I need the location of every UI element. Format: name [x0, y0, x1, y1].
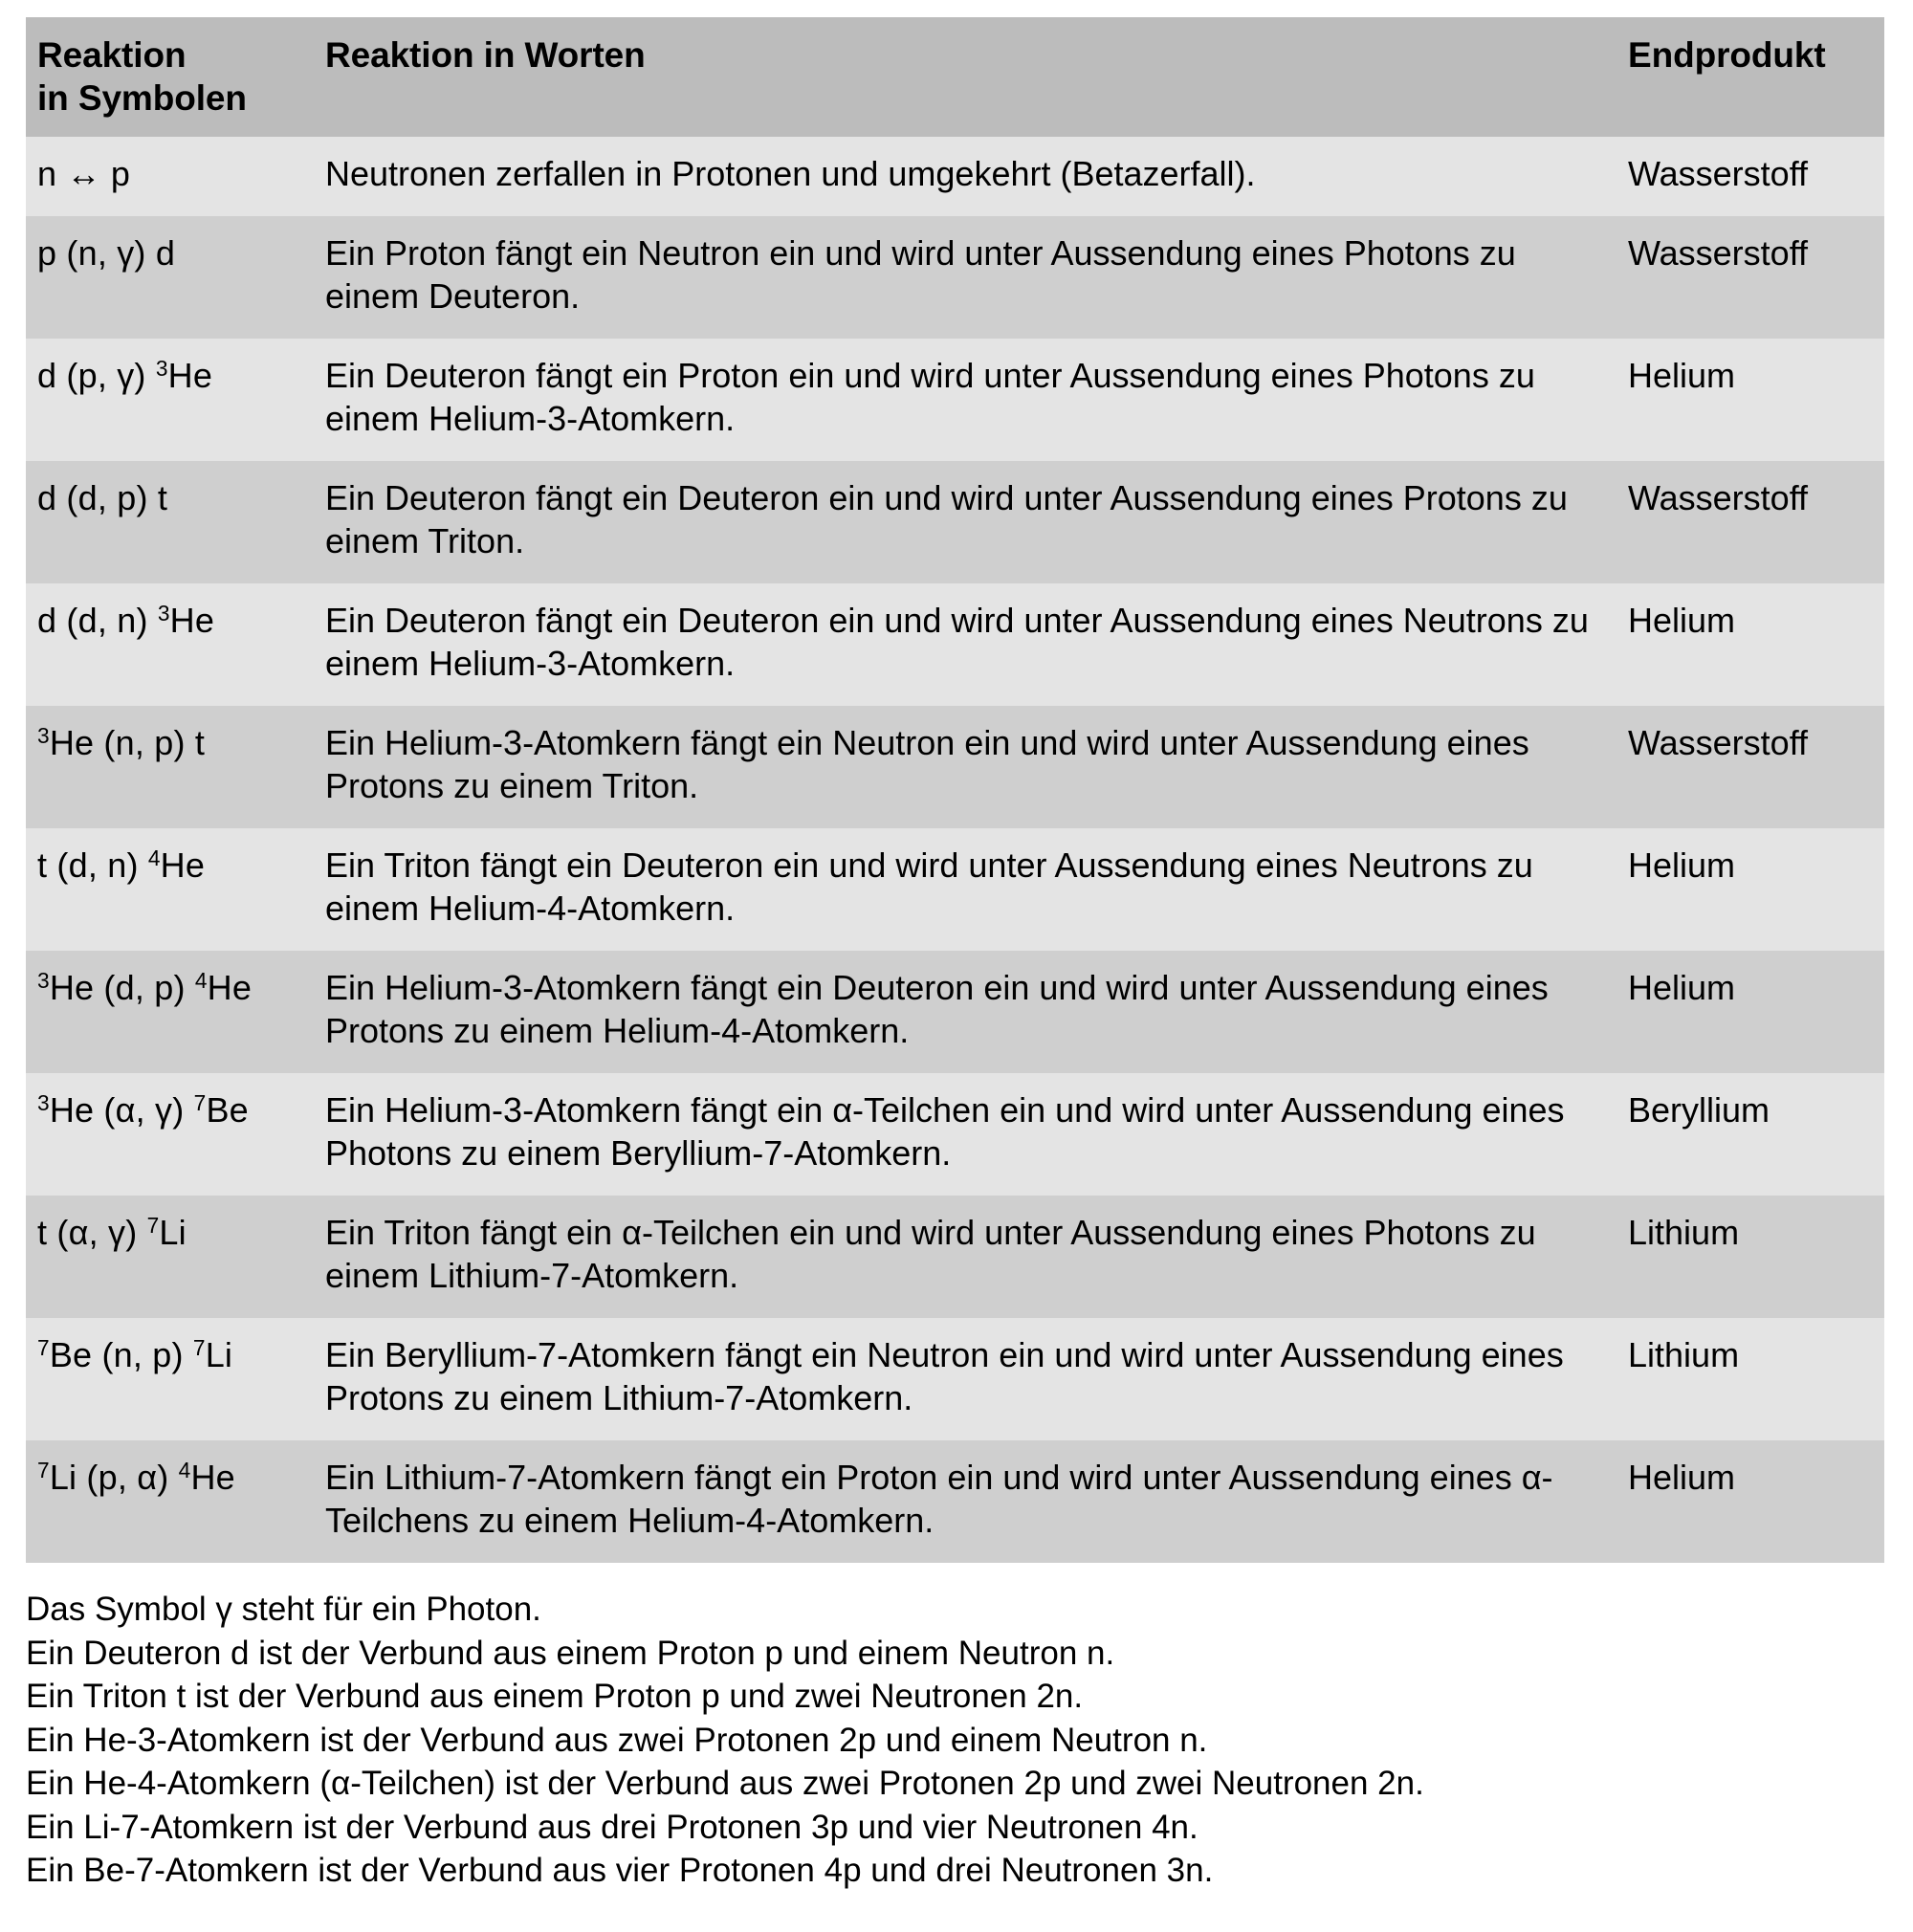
cell-reaction-words: Neutronen zerfallen in Protonen und umgekehrt (Betazerfall).: [318, 137, 1618, 216]
table-row: [26, 216, 1884, 339]
cell-end-product: Helium: [1618, 828, 1884, 951]
cell-reaction-words: Ein Deuteron fängt ein Deuteron ein und wird unter Aussendung eines Neutrons zu einem Helium-3-Atomkern.: [318, 583, 1618, 706]
cell-reaction-symbols: $^3$He (d, p) $^4$He: [26, 951, 318, 1073]
table-row: [26, 339, 1884, 461]
column-header-symbols: [26, 17, 318, 137]
cell-reaction-symbols: t (α, γ) $^7$Li: [26, 1196, 318, 1318]
column-header-symbols-line1: Reaktion: [37, 35, 187, 75]
cell-reaction-symbols: $^7$Be (n, p) $^7$Li: [26, 1318, 318, 1440]
footnote-line: Das Symbol γ steht für ein Photon.: [26, 1591, 541, 1629]
table-body: [26, 137, 1884, 1563]
footnotes-block: [26, 1588, 1884, 1893]
cell-reaction-words: Ein Deuteron fängt ein Proton ein und wird unter Aussendung eines Photons zu einem Helium-3-Atomkern.: [318, 339, 1618, 461]
cell-reaction-words: Ein Helium-3-Atomkern fängt ein Neutron ein und wird unter Aussendung eines Protons zu einem Triton.: [318, 706, 1618, 828]
footnote-line: Ein Be-7-Atomkern ist der Verbund aus vier Protonen 4p und drei Neutronen 3n.: [26, 1852, 1214, 1890]
footnote-line: Ein Triton t ist der Verbund aus einem Proton p und zwei Neutronen 2n.: [26, 1678, 1084, 1716]
cell-reaction-symbols: n ↔ p: [26, 137, 318, 216]
cell-reaction-symbols: d (p, γ) $^3$He: [26, 339, 318, 461]
cell-end-product: Helium: [1618, 339, 1884, 461]
cell-reaction-symbols: $^7$Li (p, α) $^4$He: [26, 1440, 318, 1563]
cell-reaction-symbols: t (d, n) $^4$He: [26, 828, 318, 951]
footnote-line: Ein He-4-Atomkern (α-Teilchen) ist der Verbund aus zwei Protonen 2p und zwei Neutronen 2n.: [26, 1765, 1424, 1803]
table-row: [26, 1196, 1884, 1318]
cell-reaction-symbols: d (d, n) $^3$He: [26, 583, 318, 706]
cell-end-product: Helium: [1618, 1440, 1884, 1563]
cell-reaction-symbols: $^3$He (α, γ) $^7$Be: [26, 1073, 318, 1196]
cell-reaction-symbols: p (n, γ) d: [26, 216, 318, 339]
reaction-table: [26, 17, 1884, 1563]
cell-end-product: Wasserstoff: [1618, 216, 1884, 339]
table-row: [26, 583, 1884, 706]
footnote-line: Ein He-3-Atomkern ist der Verbund aus zwei Protonen 2p und einem Neutron n.: [26, 1721, 1208, 1759]
cell-end-product: Lithium: [1618, 1196, 1884, 1318]
table-row: [26, 137, 1884, 216]
cell-reaction-symbols: $^3$He (n, p) t: [26, 706, 318, 828]
table-row: [26, 461, 1884, 583]
table-row: [26, 1318, 1884, 1440]
cell-end-product: Wasserstoff: [1618, 461, 1884, 583]
column-header-symbols-line2: in Symbolen: [37, 78, 247, 119]
table-row: [26, 951, 1884, 1073]
cell-reaction-symbols: d (d, p) t: [26, 461, 318, 583]
cell-end-product: Lithium: [1618, 1318, 1884, 1440]
cell-reaction-words: Ein Lithium-7-Atomkern fängt ein Proton ein und wird unter Aussendung eines α-Teilchens zu einem Helium-4-Atomkern.: [318, 1440, 1618, 1563]
cell-reaction-words: Ein Triton fängt ein Deuteron ein und wird unter Aussendung eines Neutrons zu einem Helium-4-Atomkern.: [318, 828, 1618, 951]
cell-end-product: Wasserstoff: [1618, 706, 1884, 828]
column-header-words: Reaktion in Worten: [318, 17, 1618, 137]
column-header-product: Endprodukt: [1618, 17, 1884, 137]
cell-reaction-words: Ein Helium-3-Atomkern fängt ein Deuteron ein und wird unter Aussendung eines Protons zu einem Helium-4-Atomkern.: [318, 951, 1618, 1073]
footnote-line: Ein Li-7-Atomkern ist der Verbund aus drei Protonen 3p und vier Neutronen 4n.: [26, 1808, 1198, 1846]
table-row: [26, 1073, 1884, 1196]
cell-reaction-words: Ein Triton fängt ein α-Teilchen ein und wird unter Aussendung eines Photons zu einem Lithium-7-Atomkern.: [318, 1196, 1618, 1318]
cell-end-product: Beryllium: [1618, 1073, 1884, 1196]
cell-reaction-words: Ein Helium-3-Atomkern fängt ein α-Teilchen ein und wird unter Aussendung eines Photons zu einem Beryllium-7-Atomkern.: [318, 1073, 1618, 1196]
footnote-line: Ein Deuteron d ist der Verbund aus einem Proton p und einem Neutron n.: [26, 1634, 1115, 1672]
table-row: [26, 828, 1884, 951]
cell-reaction-words: Ein Beryllium-7-Atomkern fängt ein Neutron ein und wird unter Aussendung eines Protons zu einem Lithium-7-Atomkern.: [318, 1318, 1618, 1440]
header-row: [26, 17, 1884, 137]
cell-reaction-words: Ein Deuteron fängt ein Deuteron ein und wird unter Aussendung eines Protons zu einem Triton.: [318, 461, 1618, 583]
table-header: [26, 17, 1884, 137]
cell-reaction-words: Ein Proton fängt ein Neutron ein und wird unter Aussendung eines Photons zu einem Deuteron.: [318, 216, 1618, 339]
cell-end-product: Wasserstoff: [1618, 137, 1884, 216]
table-row: [26, 706, 1884, 828]
cell-end-product: Helium: [1618, 583, 1884, 706]
table-row: [26, 1440, 1884, 1563]
cell-end-product: Helium: [1618, 951, 1884, 1073]
